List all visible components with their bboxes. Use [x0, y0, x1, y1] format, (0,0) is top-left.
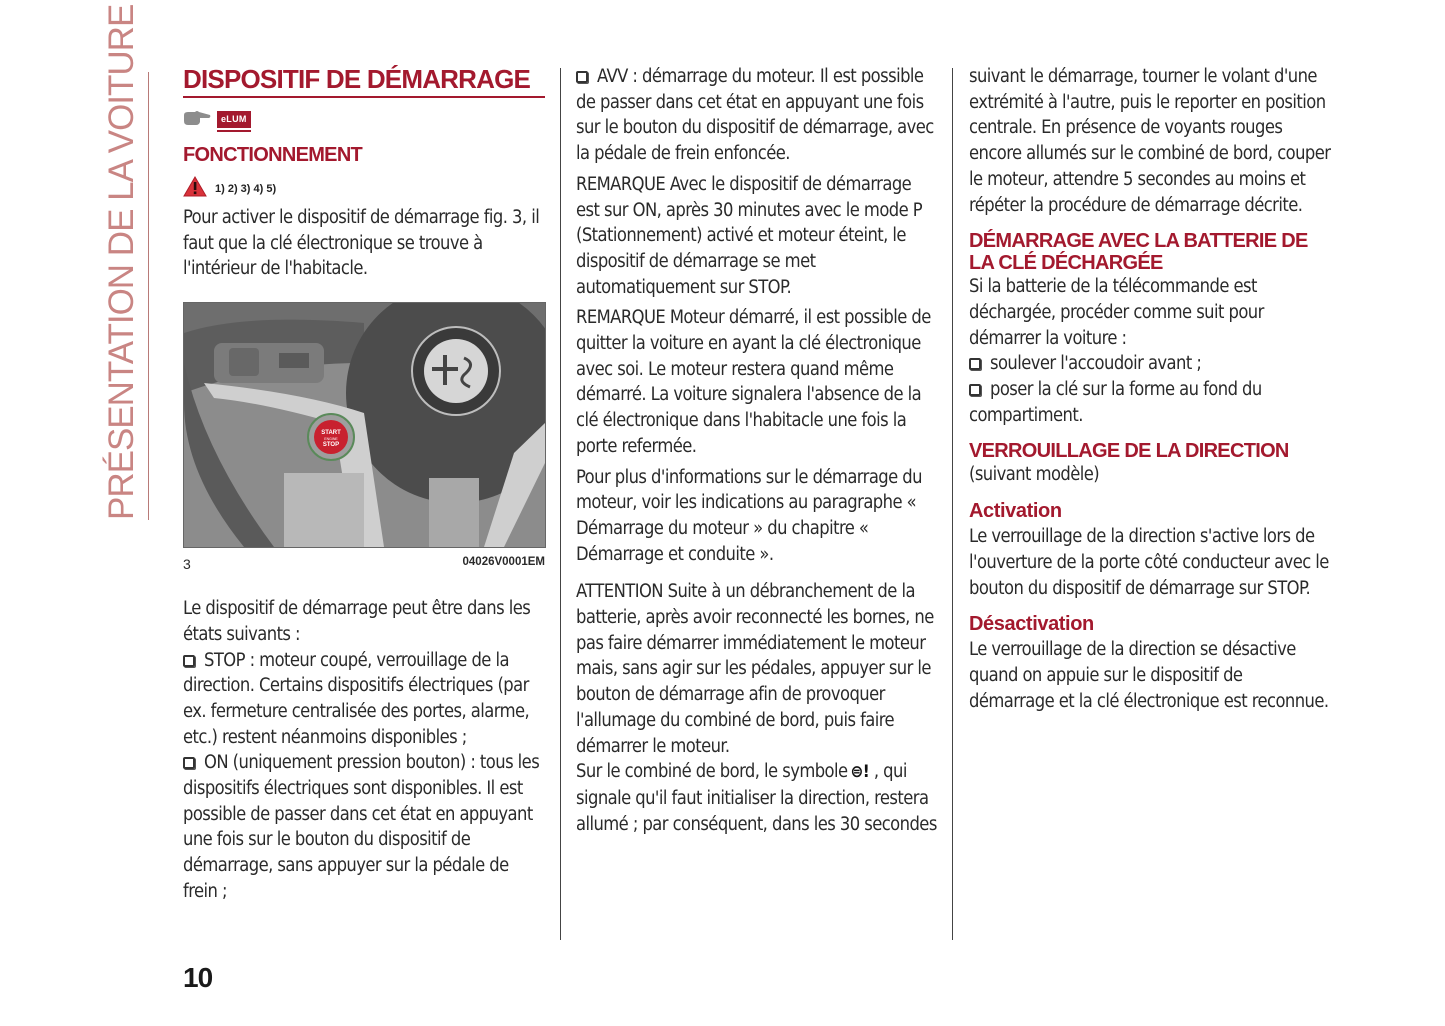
chapter-side-title-text: PRÉSENTATION DE LA VOITURE: [102, 4, 141, 520]
checkbox-bullet-icon: [183, 757, 195, 769]
symbol-paragraph: Sur le combiné de bord, le symbole ⊜! , qui signale qu'il faut initialiser la direction, restera allumé ; par conséquent, dans les 30 secondes: [576, 761, 937, 835]
subheading-steering-lock: VERROUILLAGE DE LA DIRECTION: [969, 440, 1289, 463]
warning-triangle-icon: [183, 176, 207, 201]
column-divider: [560, 68, 561, 940]
svg-text:STOP: STOP: [322, 442, 340, 449]
svg-text:ENGINE: ENGINE: [324, 437, 338, 442]
deactivation-text: Le verrouillage de la direction se désactive quand on appuie sur le dispositif de démarrage et la clé électronique est reconnue.: [969, 639, 1329, 712]
states-intro: Le dispositif de démarrage peut être dans les états suivants :: [183, 598, 531, 645]
figure-code: 04026V0001EM: [462, 556, 545, 569]
subheading-activation: Activation: [969, 500, 1062, 523]
chapter-side-title: [102, 4, 149, 520]
battery-intro: Si la batterie de la télécommande est déchargée, procéder comme suit pour démarrer la voiture :: [969, 276, 1264, 349]
remark-paragraph: REMARQUE Avec le dispositif de démarrage est sur ON, après 30 minutes avec le mode P (Stationnement) activé et moteur éteint, le dispositif de démarrage se met automatiquement sur STOP.: [576, 173, 923, 298]
checkbox-bullet-icon: [576, 71, 588, 83]
elum-reference: [183, 110, 545, 130]
elum-badge[interactable]: eLUM: [217, 111, 251, 130]
column-1: [183, 64, 545, 905]
activation-text: Le verrouillage de la direction s'active lors de l'ouverture de la porte côté conducteur avec le bouton du dispositif de démarrage sur STOP.: [969, 526, 1329, 599]
warning-references: [183, 176, 545, 201]
subheading-fonctionnement: FONCTIONNEMENT: [183, 144, 363, 166]
continued-paragraph: suivant le démarrage, tourner le volant d'une extrémité à l'autre, puis le reporter en position centrale. En présence de voyants rouges encore allumés sur le combiné de bord, couper le moteur, attendre 5 secondes au moins et répéter la procédure de démarrage décrite.: [969, 66, 1331, 216]
column-2: [576, 64, 938, 837]
remark-paragraph: REMARQUE Moteur démarré, il est possible de quitter la voiture en ayant la clé électronique avec soi. Le moteur restera quand même démarré. La voiture signalera l'absence de la clé électronique dans l'habitacle une fois la porte refermée.: [576, 307, 931, 457]
column-3: [969, 64, 1331, 714]
list-item: soulever l'accoudoir avant ;: [969, 351, 1331, 377]
list-item-avv: AVV : démarrage du moteur. Il est possible de passer dans cet état en appuyant une fois sur le bouton du dispositif de démarrage, avec la pédale de frein enfoncée.: [576, 66, 934, 165]
subheading-deactivation: Désactivation: [969, 613, 1094, 636]
figure-caption: [183, 556, 545, 572]
steering-warning-icon: ⊜!: [850, 762, 870, 783]
list-item: poser la clé sur la forme au fond du compartiment.: [969, 379, 1262, 426]
list-item-stop: STOP : moteur coupé, verrouillage de la direction. Certains dispositifs électriques (par ex. fermeture centralisée des portes, alarme, etc.) restent néanmoins disponibles ;: [183, 649, 530, 748]
list-item-on: ON (uniquement pression bouton) : tous les dispositifs électriques sont disponibles. Il est possible de passer dans cet état en appuyant une fois sur le bouton du dispositif de démarrage, sans appuyer sur la pédale de frein ;: [183, 752, 540, 902]
checkbox-bullet-icon: [183, 655, 195, 667]
intro-paragraph: Pour activer le dispositif de démarrage fig. 3, il faut que la clé électronique se trouve à l'intérieur de l'habitacle.: [183, 207, 540, 280]
figure-number: 3: [183, 556, 191, 573]
attention-paragraph: ATTENTION Suite à un débranchement de la batterie, après avoir reconnecté les bornes, ne pas faire démarrer immédiatement le moteur mais, sans agir sur les pédales, appuyer sur le bouton de démarrage afin de provoquer l'allumage du combiné de bord, puis faire démarrer le moteur.: [576, 581, 934, 757]
checkbox-bullet-icon: [969, 384, 981, 396]
more-info-paragraph: Pour plus d'informations sur le démarrage du moteur, voir les indications au paragraphe « Démarrage du moteur » du chapitre « Démarrage et conduite ».: [576, 466, 922, 565]
section-heading: DISPOSITIF DE DÉMARRAGE: [183, 64, 545, 98]
steering-lock-note: (suivant modèle): [969, 464, 1100, 486]
svg-text:START: START: [321, 430, 341, 437]
subheading-battery: DÉMARRAGE AVEC LA BATTERIE DE LA CLÉ DÉCHARGÉE: [969, 230, 1308, 275]
warning-ref-numbers[interactable]: 1) 2) 3) 4) 5): [215, 182, 277, 195]
steering-wheel-illustration: [184, 303, 545, 547]
pointing-hand-icon: [183, 110, 211, 130]
page-number: 10: [183, 962, 213, 993]
figure-start-button: [183, 302, 546, 548]
column-divider: [952, 68, 953, 940]
checkbox-bullet-icon: [969, 358, 981, 370]
